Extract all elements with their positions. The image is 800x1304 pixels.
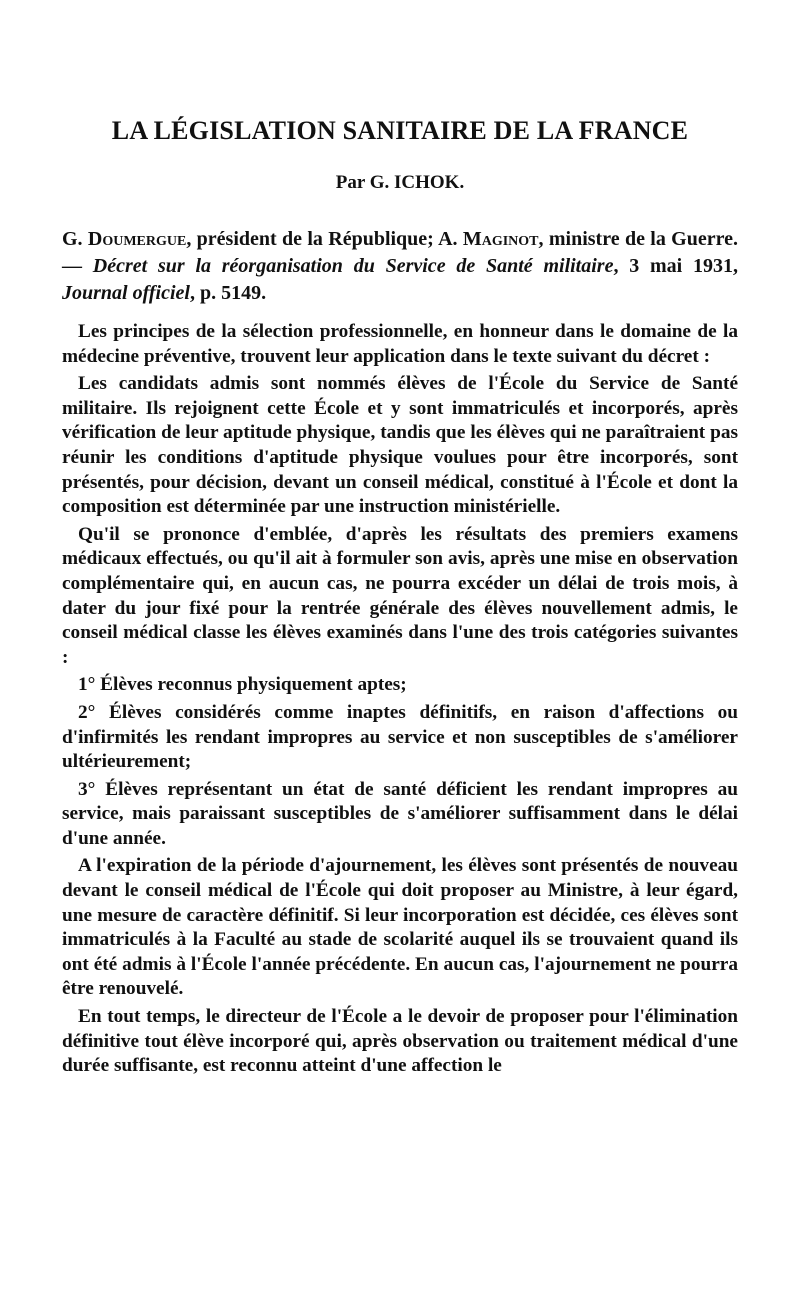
body-text [62,320,738,1082]
reference-author-maginot: Maginot [462,228,539,250]
paragraph: Qu'il se prononce d'emblée, d'après les résultats des premiers examens médicaux effectués, ou qu'il ait à formuler son avis, après une mise en observation complémentaire qui, en aucun cas, ne pourra excéder un délai de trois mois, à dater du jour fixé pour la rentrée générale des élèves nouvellement admis, le conseil médical classe les élèves examinés dans l'une des trois catégories suivantes : [62,523,738,668]
paragraph: Les candidats admis sont nommés élèves de l'École du Service de Santé militaire. Ils rejoignent cette École et y sont immatriculés et incorporés, après vérification de leur aptitude physique, tandis que les élèves qui ne paraîtraient pas réunir les conditions d'aptitude physique voulues pour être incorporés, sont présentés, pour décision, devant un conseil médical, constitué à l'École et dont la composition est déterminée par une instruction ministérielle. [62,373,738,518]
reference-page: , p. 5149. [189,282,267,304]
reference-journal: Journal officiel [62,282,190,304]
list-item-category-2: 2° Élèves considérés comme inaptes définitifs, en raison d'affections ou d'infirmités les rendant impropres au service et non susceptibles de s'améliorer ultérieurement; [62,701,738,773]
reference-author-doumergue: G. Doumergue [62,228,187,250]
page-title: LA LÉGISLATION SANITAIRE DE LA FRANCE [111,116,689,145]
reference-decree-title: Décret sur la réorganisation du Service de Santé militaire [92,255,614,277]
list-item-category-1: 1° Élèves reconnus physiquement aptes; [78,674,407,696]
reference-role-2: , ministre de la Guerre. — [62,228,738,277]
paragraph: Les principes de la sélection professionnelle, en honneur dans le domaine de la médecine préventive, trouvent leur application dans le texte suivant du décret : [62,321,738,367]
reference-role-1: , président de la République; A. [186,228,463,250]
paragraph: En tout temps, le directeur de l'École a le devoir de proposer pour l'élimination définitive tout élève incorporé qui, après observation ou traitement médical d'une durée suffisante, est reconnu atteint d'une affection le [62,1006,738,1077]
byline-prefix: Par [335,172,365,193]
reference-date: , 3 mai 1931, [613,255,739,277]
decree-reference [62,226,738,307]
list-item-category-3: 3° Élèves représentant un état de santé déficient les rendant impropres au service, mais paraissant susceptibles de s'améliorer suffisamment dans le délai d'une année. [62,778,738,849]
byline-author: G. ICHOK. [369,172,465,193]
byline [0,172,800,194]
paragraph: A l'expiration de la période d'ajournement, les élèves sont présentés de nouveau devant le conseil médical de l'École qui doit proposer au Ministre, à leur égard, une mesure de caractère définitif. Si leur incorporation est décidée, ces élèves sont immatriculés à la Faculté au stade de scolarité auquel ils se trouvaient quand ils ont été admis à l'École l'année précédente. En aucun cas, l'ajournement ne pourra être renouvelé. [62,855,738,1000]
